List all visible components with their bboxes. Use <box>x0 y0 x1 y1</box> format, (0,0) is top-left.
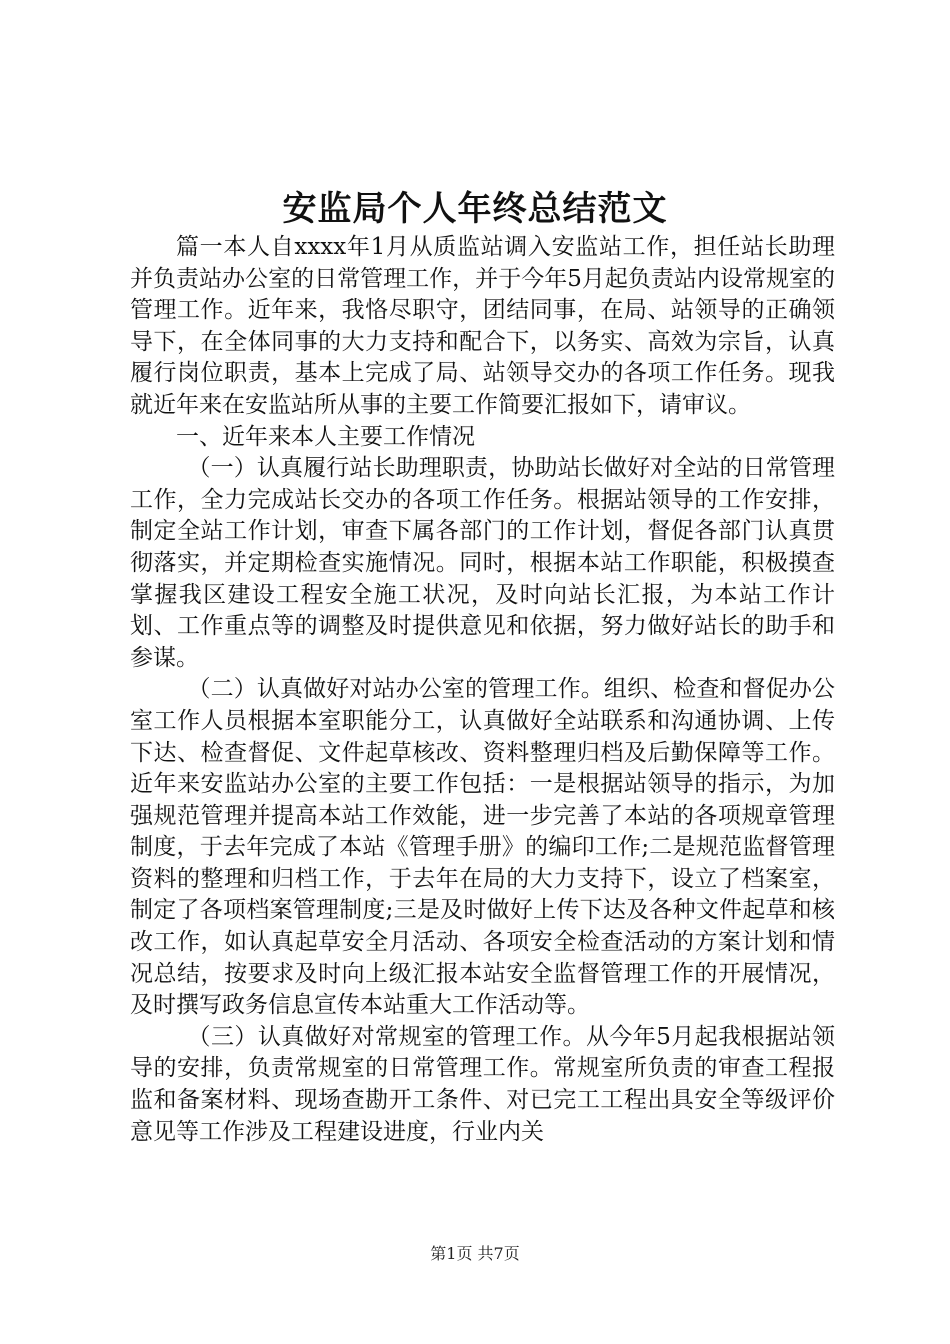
paragraph-item-1: （一）认真履行站长助理职责，协助站长做好对全站的日常管理工作，全力完成站长交办的各项工作任务。根据站领导的工作安排，制定全站工作计划，审查下属各部门的工作计划，督促各部门认真贯彻落实，并定期检查实施情况。同时，根据本站工作职能，积极摸查掌握我区建设工程安全施工状况，及时向站长汇报，为本站工作计划、工作重点等的调整及时提供意见和依据，努力做好站长的助手和参谋。 <box>130 455 835 671</box>
paragraph-item-3: （三）认真做好对常规室的管理工作。从今年5月起我根据站领导的安排，负责常规室的日常管理工作。常规室所负责的审查工程报监和备案材料、现场查勘开工条件、对已完工工程出具安全等级评价意见等工作涉及工程建设进度，行业内关 <box>130 1023 835 1145</box>
section-heading: 一、近年来本人主要工作情况 <box>176 423 475 450</box>
intro-paragraph: 篇一本人自xxxx年1月从质监站调入安监站工作，担任站长助理并负责站办公室的日常管理工作，并于今年5月起负责站内设常规室的管理工作。近年来，我恪尽职守，团结同事，在局、站领导的正确领导下，在全体同事的大力支持和配合下，以务实、高效为宗旨，认真履行岗位职责，基本上完成了局、站领导交办的各项工作任务。现我就近年来在安监站所从事的主要工作简要汇报如下，请审议。 <box>130 234 835 418</box>
page-number-footer: 第1页 共7页 <box>430 1244 520 1263</box>
paragraph-item-2: （二）认真做好对站办公室的管理工作。组织、检查和督促办公室工作人员根据本室职能分工，认真做好全站联系和沟通协调、上传下达、检查督促、文件起草核改、资料整理归档及后勤保障等工作。近年来安监站办公室的主要工作包括：一是根据站领导的指示，为加强规范管理并提高本站工作效能，进一步完善了本站的各项规章管理制度，于去年完成了本站《管理手册》的编印工作;二是规范监督管理资料的整理和归档工作，于去年在局的大力支持下，设立了档案室，制定了各项档案管理制度;三是及时做好上传下达及各种文件起草和核改工作，如认真起草安全月活动、各项安全检查活动的方案计划和情况总结，按要求及时向上级汇报本站安全监督管理工作的开展情况，及时撰写政务信息宣传本站重大工作活动等。 <box>130 676 835 1019</box>
document-body <box>130 232 835 1148</box>
page-title: 安监局个人年终总结范文 <box>282 189 668 229</box>
